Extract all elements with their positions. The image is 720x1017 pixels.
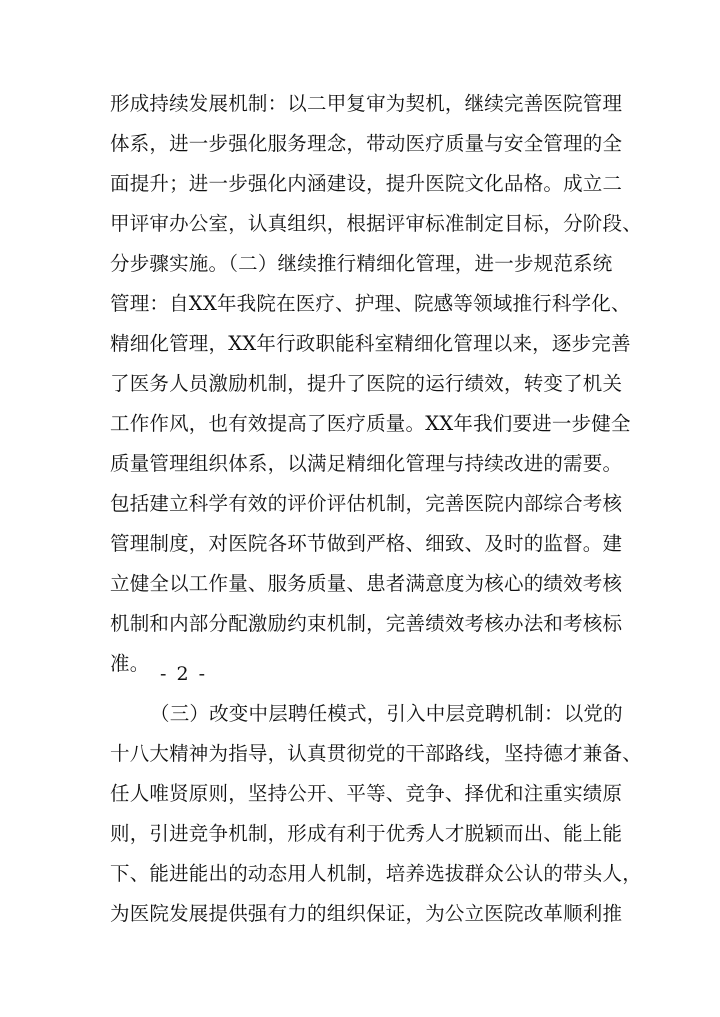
paragraph-line: （三）改变中层聘任模式，引入中层竞聘机制：以党的 xyxy=(150,702,623,725)
paragraph-line: 了医务人员激励机制，提升了医院的运行绩效，转变了机关 xyxy=(110,372,623,395)
paragraph-line: 为医院发展提供强有力的组织保证，为公立医院改革顺利推 xyxy=(110,902,623,925)
paragraph-line: 甲评审办公室，认真组织，根据评审标准制定目标，分阶段、 xyxy=(110,212,642,235)
paragraph-line: 工作作风，也有效提高了医疗质量。XX年我们要进一步健全 xyxy=(110,412,631,435)
paragraph-line: 面提升；进一步强化内涵建设，提升医院文化品格。成立二 xyxy=(110,172,623,195)
paragraph-line: 则，引进竞争机制，形成有利于优秀人才脱颖而出、能上能 xyxy=(110,822,623,845)
paragraph-line: 立健全以工作量、服务质量、患者满意度为核心的绩效考核 xyxy=(110,572,623,595)
paragraph-line: 体系，进一步强化服务理念，带动医疗质量与安全管理的全 xyxy=(110,132,623,155)
paragraph-line: 任人唯贤原则，坚持公开、平等、竞争、择优和注重实绩原 xyxy=(110,782,623,805)
page-number: - 2 - xyxy=(160,663,208,685)
paragraph-line: 下、能进能出的动态用人机制，培养选拔群众公认的带头人， xyxy=(110,862,642,885)
paragraph-line: 准。 xyxy=(110,652,150,675)
paragraph-line: 精细化管理，XX年行政职能科室精细化管理以来，逐步完善 xyxy=(110,332,631,355)
paragraph-line: 包括建立科学有效的评价评估机制，完善医院内部综合考核 xyxy=(110,492,623,515)
paragraph-line: 机制和内部分配激励约束机制，完善绩效考核办法和考核标 xyxy=(110,612,623,635)
paragraph-line: 管理制度，对医院各环节做到严格、细致、及时的监督。建 xyxy=(110,532,623,555)
paragraph-line: 质量管理组织体系，以满足精细化管理与持续改进的需要。 xyxy=(110,452,623,475)
paragraph-line: 管理：自XX年我院在医疗、护理、院感等领域推行科学化、 xyxy=(110,292,631,315)
paragraph-line: 分步骤实施。（二）继续推行精细化管理，进一步规范系统 xyxy=(110,252,613,275)
paragraph-line: 形成持续发展机制：以二甲复审为契机，继续完善医院管理 xyxy=(110,92,623,115)
paragraph-line: 十八大精神为指导，认真贯彻党的干部路线，坚持德才兼备、 xyxy=(110,742,642,765)
